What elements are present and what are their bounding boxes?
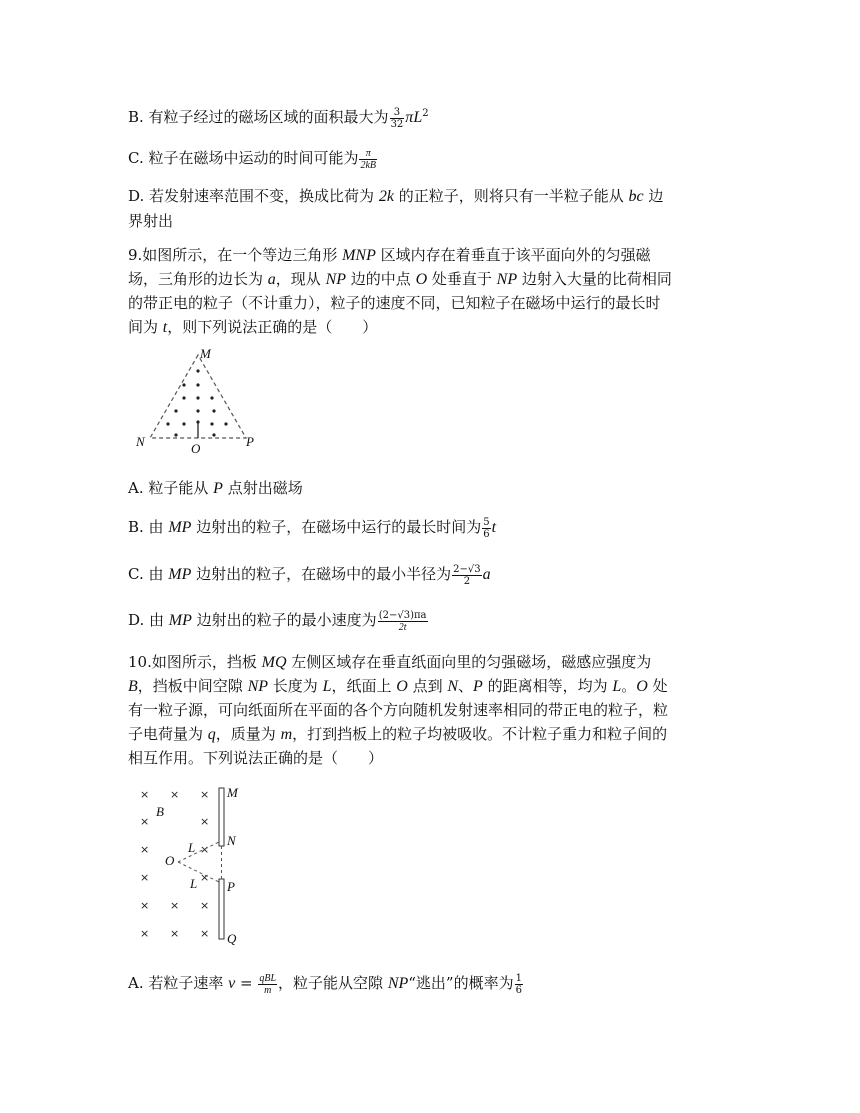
option-text: B. 有粒子经过的磁场区域的面积最大为 bbox=[128, 108, 389, 126]
q8-option-c bbox=[128, 147, 378, 171]
svg-text:×: × bbox=[170, 927, 180, 940]
option-text: C. 粒子在磁场中运动的时间可能为 bbox=[128, 149, 359, 167]
q9-stem-line2: 场，三角形的边长为 a，现从 NP 边的中点 O 处垂直于 NP 边射入大量的比荷相同 bbox=[128, 270, 672, 288]
math-term: πL bbox=[405, 109, 423, 126]
line-o-n bbox=[178, 842, 219, 862]
q9-option-b: B. 由 MP 边射出的粒子，在磁场中运行的最长时间为 $\frac{5}{6}$ t bbox=[128, 516, 497, 540]
q10-baffle-figure bbox=[128, 780, 258, 950]
label-b: B bbox=[156, 804, 164, 819]
label-n: N bbox=[136, 434, 145, 449]
q10-stem-line4: 子电荷量为 q，质量为 m，打到挡板上的粒子均被吸收。不计粒子重力和粒子间的 bbox=[128, 725, 668, 743]
label-n: N bbox=[227, 833, 236, 848]
label-o: O bbox=[191, 441, 201, 456]
svg-text:×: × bbox=[140, 788, 150, 801]
baffle-upper bbox=[219, 788, 224, 846]
q9-stem-line1: 9.如图所示，在一个等边三角形 MNP 区域内存在着垂直于该平面向外的匀强磁 bbox=[128, 246, 651, 264]
svg-text:×: × bbox=[140, 815, 150, 828]
svg-text:×: × bbox=[170, 788, 180, 801]
svg-text:×: × bbox=[140, 843, 150, 856]
svg-text:×: × bbox=[200, 899, 210, 912]
line-o-p bbox=[178, 862, 219, 882]
q10-stem-line2: B，挡板中间空隙 NP 长度为 L，纸面上 O 点到 N、P 的距离相等，均为 L。O 处 bbox=[128, 677, 668, 695]
label-l-lower: L bbox=[190, 876, 198, 891]
exponent: 2 bbox=[422, 108, 429, 119]
q10-stem-line1: 10.如图所示，挡板 MQ 左侧区域存在垂直纸面向里的匀强磁场，磁感应强度为 bbox=[128, 653, 652, 671]
q10-stem-line3: 有一粒子源，可向纸面所在平面的各个方向随机发射速率相同的带正电的粒子，粒 bbox=[128, 701, 669, 719]
q9-stem-line4: 间为 t，则下列说法正确的是（ ） bbox=[128, 318, 378, 336]
svg-text:×: × bbox=[140, 899, 150, 912]
svg-text:×: × bbox=[200, 788, 210, 801]
label-p: P bbox=[246, 434, 254, 449]
label-m: M bbox=[227, 785, 238, 800]
svg-text:×: × bbox=[170, 899, 180, 912]
magnetic-field-dots bbox=[166, 369, 227, 436]
label-o: O bbox=[165, 853, 175, 868]
q10-stem-line5: 相互作用。下列说法正确的是（ ） bbox=[128, 749, 384, 767]
field-crosses bbox=[140, 788, 209, 940]
svg-text:×: × bbox=[200, 815, 210, 828]
q9-option-a: A. 粒子能从 P 点射出磁场 bbox=[128, 479, 303, 497]
fraction: $\frac{3}{32}$ bbox=[390, 106, 404, 130]
baffle-lower bbox=[219, 879, 224, 939]
svg-text:×: × bbox=[200, 843, 210, 856]
fraction: $\frac{\pi}{2kB}$ bbox=[360, 147, 377, 171]
q9-option-d: D. 由 MP 边射出的粒子的最小速度为 $\frac{(2-√3)\pi a}{2t}$ bbox=[128, 609, 427, 633]
svg-text:×: × bbox=[200, 927, 210, 940]
q9-triangle-figure bbox=[128, 345, 268, 457]
label-l-upper: L bbox=[188, 840, 196, 855]
q10-option-a: A. 若粒子速率 v = $\frac{\text{qBL}}{m}$ ，粒子能从空隙 NP“逃出”的概率为 $\frac{1}{6}$ bbox=[128, 972, 522, 996]
q8-option-d-line1: D. 若发射速率范围不变，换成比荷为 2k 的正粒子，则将只有一半粒子能从 bc 边 bbox=[128, 187, 664, 205]
q8-option-b bbox=[128, 103, 429, 130]
q9-stem-line3: 的带正电的粒子（不计重力），粒子的速度不同，已知粒子在磁场中运行的最长时 bbox=[128, 294, 661, 312]
label-q: Q bbox=[227, 931, 237, 946]
svg-text:×: × bbox=[200, 871, 210, 884]
label-m: M bbox=[200, 346, 211, 361]
svg-text:×: × bbox=[140, 927, 150, 940]
q8-option-d-line2: 界射出 bbox=[128, 212, 174, 230]
q9-option-c: C. 由 MP 边射出的粒子，在磁场中的最小半径为 $\frac{2-√3}{2}$ a bbox=[128, 563, 491, 587]
label-p: P bbox=[227, 879, 235, 894]
svg-text:×: × bbox=[140, 871, 150, 884]
